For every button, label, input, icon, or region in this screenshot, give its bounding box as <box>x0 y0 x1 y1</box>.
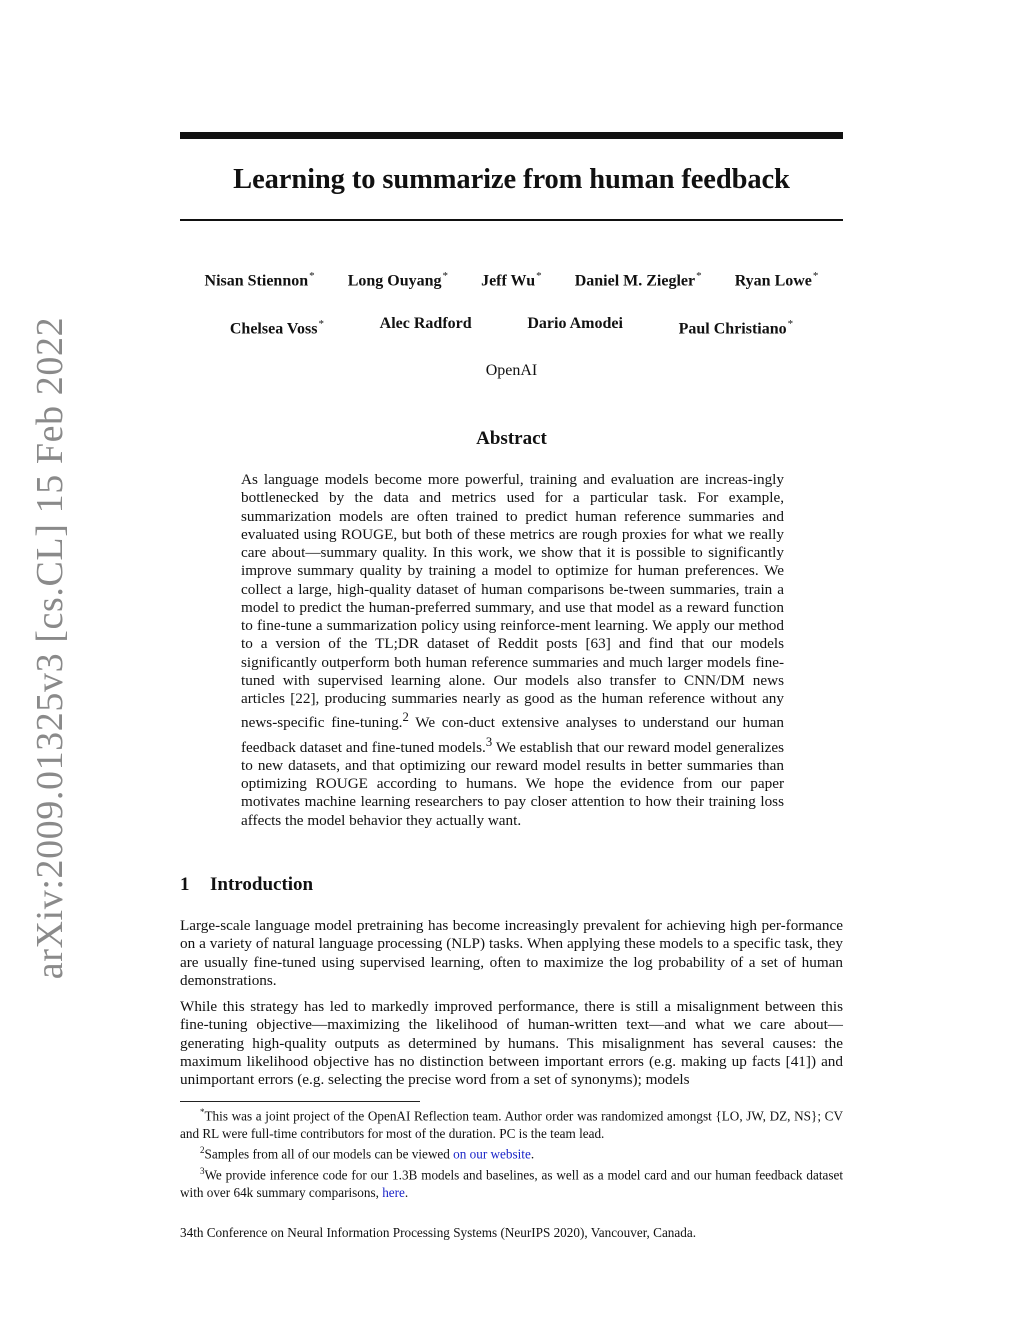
website-link[interactable]: on our website <box>453 1146 531 1162</box>
affiliation: OpenAI <box>485 362 538 379</box>
author-list-row-1 <box>180 266 843 291</box>
footnote-ref-2[interactable]: 2 <box>402 710 409 725</box>
arxiv-identifier-text: arXiv:2009.01325v3 [cs.CL] 15 Feb 2022 <box>29 316 71 980</box>
intro-paragraph-2: While this strategy has led to markedly improved performance, there is still a misalignment between this fine-tuning objective—maximizing the likelihood of human-written text—and what we care about—generating high-quality outputs as determined by humans. This misalignment has several causes: the maximum likelihood objective has no distinction between important errors (e.g. making up facts [41]) and unimportant errors (e.g. selecting the precise word from a set of synonyms); models <box>180 998 843 1088</box>
footnote-2: $^2$Samples from all of our models can be viewed on our website. <box>200 1145 535 1162</box>
title-bottom-rule <box>180 219 843 221</box>
author: Chelsea Voss* <box>229 318 324 338</box>
section-number: 1 <box>180 874 190 895</box>
footnote-1: *This was a joint project of the OpenAI Reflection team. Author order was randomized amongst {LO, JW, DZ, NS}; CV and RL were full-time contributors for most of the duration. PC is the team lead. <box>180 1107 843 1141</box>
footnotes <box>180 1104 843 1202</box>
paper-title: Learning to summarize from human feedback <box>233 164 790 195</box>
dataset-link[interactable]: here <box>382 1185 405 1201</box>
author: Long Ouyang* <box>347 270 448 290</box>
conference-venue-note: 34th Conference on Neural Information Processing Systems (NeurIPS 2020), Vancouver, Canada. <box>180 1225 696 1240</box>
section-title: Introduction <box>210 874 314 895</box>
abstract-heading: Abstract <box>476 428 547 449</box>
author: Paul Christiano* <box>678 318 794 338</box>
author-list-row-2 <box>180 314 843 339</box>
author: Jeff Wu* <box>481 270 542 290</box>
author: Nisan Stiennon* <box>204 270 315 290</box>
abstract-text: As language models become more powerful, training and evaluation are increas-ingly bottlenecked by the data and metrics used for a particular task. For example, summarization models are often trained to predict human reference summaries and evaluated using ROUGE, but both of these metrics are rough proxies for what we really care about—summary quality. In this work, we show that it is possible to significantly improve summary quality by training a model to optimize for human preferences. We collect a large, high-quality dataset of human comparisons be-tween summaries, train a model to predict the human-preferred summary, and use that model as a reward function to fine-tune a summarization policy using reinforce-ment learning. We apply our method to a version of the TL;DR dataset of Reddit posts [63] and find that our models significantly outperform both human reference summaries and much larger models fine-tuned with supervised learning alone. Our models also transfer to CNN/DM news articles [22], producing summaries nearly as good as the human reference without any news-specific fine-tuning.$^2$ We con-duct extensive analyses to understand our human feedback dataset and fine-tuned models.$^3$ We establish that our reward model generalizes to new datasets, and that optimizing our reward model results in better summaries than optimizing ROUGE according to humans. We hope the evidence from our paper motivates machine learning researchers to pay closer attention to how their training loss affects the model behavior they actually want. <box>241 471 785 829</box>
intro-paragraph-1: Large-scale language model pretraining has become increasingly prevalent for achieving high per-formance on a variety of natural language processing (NLP) tasks. When applying these models to a specific task, they are usually fine-tuned using supervised learning, often to maximize the log probability of a set of human demonstrations. <box>180 917 843 989</box>
footnote-rule <box>180 1101 420 1102</box>
footnote-3: $^3$We provide inference code for our 1.3B models and baselines, as well as a model card and our human feedback dataset with over 64k summary comparisons, here. <box>180 1166 843 1201</box>
section-heading-introduction <box>180 873 843 897</box>
title-top-rule <box>180 132 843 139</box>
author: Ryan Lowe* <box>734 270 819 290</box>
footnote-ref-3[interactable]: 3 <box>485 734 493 749</box>
author: Daniel M. Ziegler* <box>574 270 702 290</box>
author: Alec Radford <box>379 315 472 332</box>
author: Dario Amodei <box>527 315 623 332</box>
